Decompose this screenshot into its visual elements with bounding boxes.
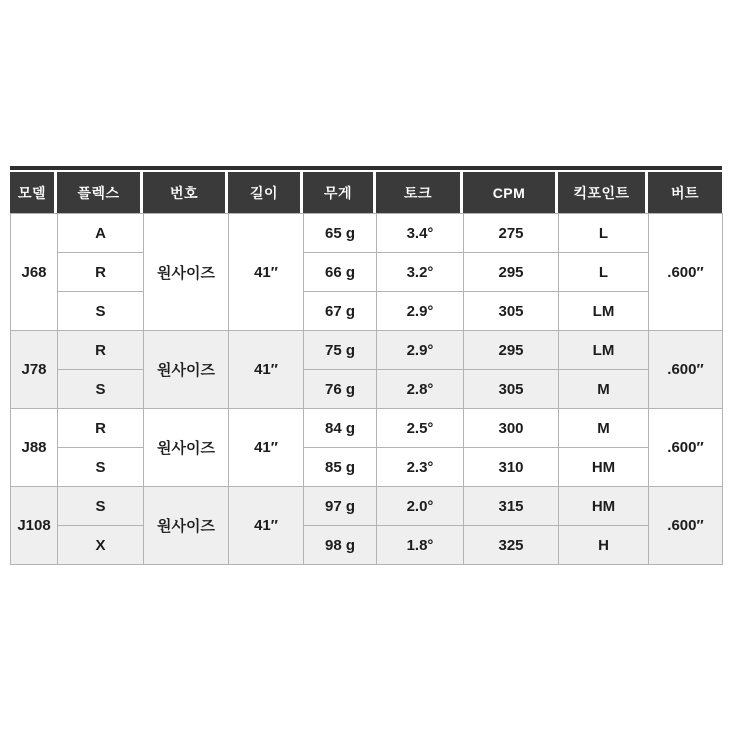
cell-kickpoint: HM <box>559 487 649 526</box>
cell-kickpoint: L <box>559 253 649 292</box>
cell-flex: A <box>58 214 144 253</box>
cell-weight: 66 g <box>304 253 377 292</box>
cell-weight: 76 g <box>304 370 377 409</box>
table-row <box>11 448 723 487</box>
cell-cpm: 305 <box>464 370 559 409</box>
cell-flex: S <box>58 487 144 526</box>
cell-torque: 2.3° <box>377 448 464 487</box>
cell-torque: 2.9° <box>377 292 464 331</box>
table-header-row <box>10 172 722 213</box>
cell-kickpoint: HM <box>559 448 649 487</box>
cell-kickpoint: L <box>559 214 649 253</box>
cell-model: J78 <box>11 331 58 409</box>
cell-kickpoint: M <box>559 370 649 409</box>
cell-length: 41″ <box>229 487 304 565</box>
cell-torque: 2.8° <box>377 370 464 409</box>
cell-cpm: 295 <box>464 253 559 292</box>
table-row <box>11 253 723 292</box>
cell-weight: 65 g <box>304 214 377 253</box>
cell-weight: 85 g <box>304 448 377 487</box>
cell-flex: X <box>58 526 144 565</box>
cell-model: J88 <box>11 409 58 487</box>
cell-length: 41″ <box>229 214 304 331</box>
col-header-number: 번호 <box>143 172 228 213</box>
table-row <box>11 409 723 448</box>
cell-cpm: 275 <box>464 214 559 253</box>
cell-torque: 1.8° <box>377 526 464 565</box>
table-row <box>11 331 723 370</box>
cell-cpm: 310 <box>464 448 559 487</box>
col-header-flex: 플렉스 <box>57 172 143 213</box>
cell-cpm: 325 <box>464 526 559 565</box>
cell-size: 원사이즈 <box>144 331 229 409</box>
cell-torque: 2.0° <box>377 487 464 526</box>
cell-torque: 2.9° <box>377 331 464 370</box>
cell-size: 원사이즈 <box>144 409 229 487</box>
cell-kickpoint: LM <box>559 292 649 331</box>
cell-butt: .600″ <box>649 331 723 409</box>
cell-butt: .600″ <box>649 214 723 331</box>
col-header-butt: 버트 <box>648 172 722 213</box>
table-row <box>11 370 723 409</box>
col-header-length: 길이 <box>228 172 303 213</box>
cell-weight: 97 g <box>304 487 377 526</box>
col-header-model: 모델 <box>10 172 57 213</box>
cell-length: 41″ <box>229 409 304 487</box>
cell-kickpoint: M <box>559 409 649 448</box>
cell-flex: R <box>58 331 144 370</box>
cell-weight: 67 g <box>304 292 377 331</box>
cell-torque: 3.4° <box>377 214 464 253</box>
col-header-cpm: CPM <box>463 172 558 213</box>
cell-size: 원사이즈 <box>144 214 229 331</box>
cell-flex: S <box>58 370 144 409</box>
cell-torque: 2.5° <box>377 409 464 448</box>
cell-size: 원사이즈 <box>144 487 229 565</box>
cell-model: J68 <box>11 214 58 331</box>
cell-flex: S <box>58 292 144 331</box>
cell-flex: R <box>58 409 144 448</box>
table-row <box>11 526 723 565</box>
cell-length: 41″ <box>229 331 304 409</box>
cell-weight: 84 g <box>304 409 377 448</box>
cell-cpm: 295 <box>464 331 559 370</box>
cell-weight: 98 g <box>304 526 377 565</box>
cell-kickpoint: H <box>559 526 649 565</box>
cell-cpm: 315 <box>464 487 559 526</box>
table-top-rule <box>10 166 722 170</box>
cell-flex: R <box>58 253 144 292</box>
cell-kickpoint: LM <box>559 331 649 370</box>
cell-torque: 3.2° <box>377 253 464 292</box>
shaft-spec-table <box>10 166 722 565</box>
table-row <box>11 292 723 331</box>
cell-cpm: 300 <box>464 409 559 448</box>
col-header-weight: 무게 <box>303 172 376 213</box>
cell-flex: S <box>58 448 144 487</box>
cell-cpm: 305 <box>464 292 559 331</box>
spec-table-body <box>10 213 723 565</box>
cell-butt: .600″ <box>649 487 723 565</box>
cell-model: J108 <box>11 487 58 565</box>
col-header-kickpoint: 킥포인트 <box>558 172 648 213</box>
col-header-torque: 토크 <box>376 172 463 213</box>
cell-butt: .600″ <box>649 409 723 487</box>
table-row <box>11 214 723 253</box>
cell-weight: 75 g <box>304 331 377 370</box>
table-row <box>11 487 723 526</box>
